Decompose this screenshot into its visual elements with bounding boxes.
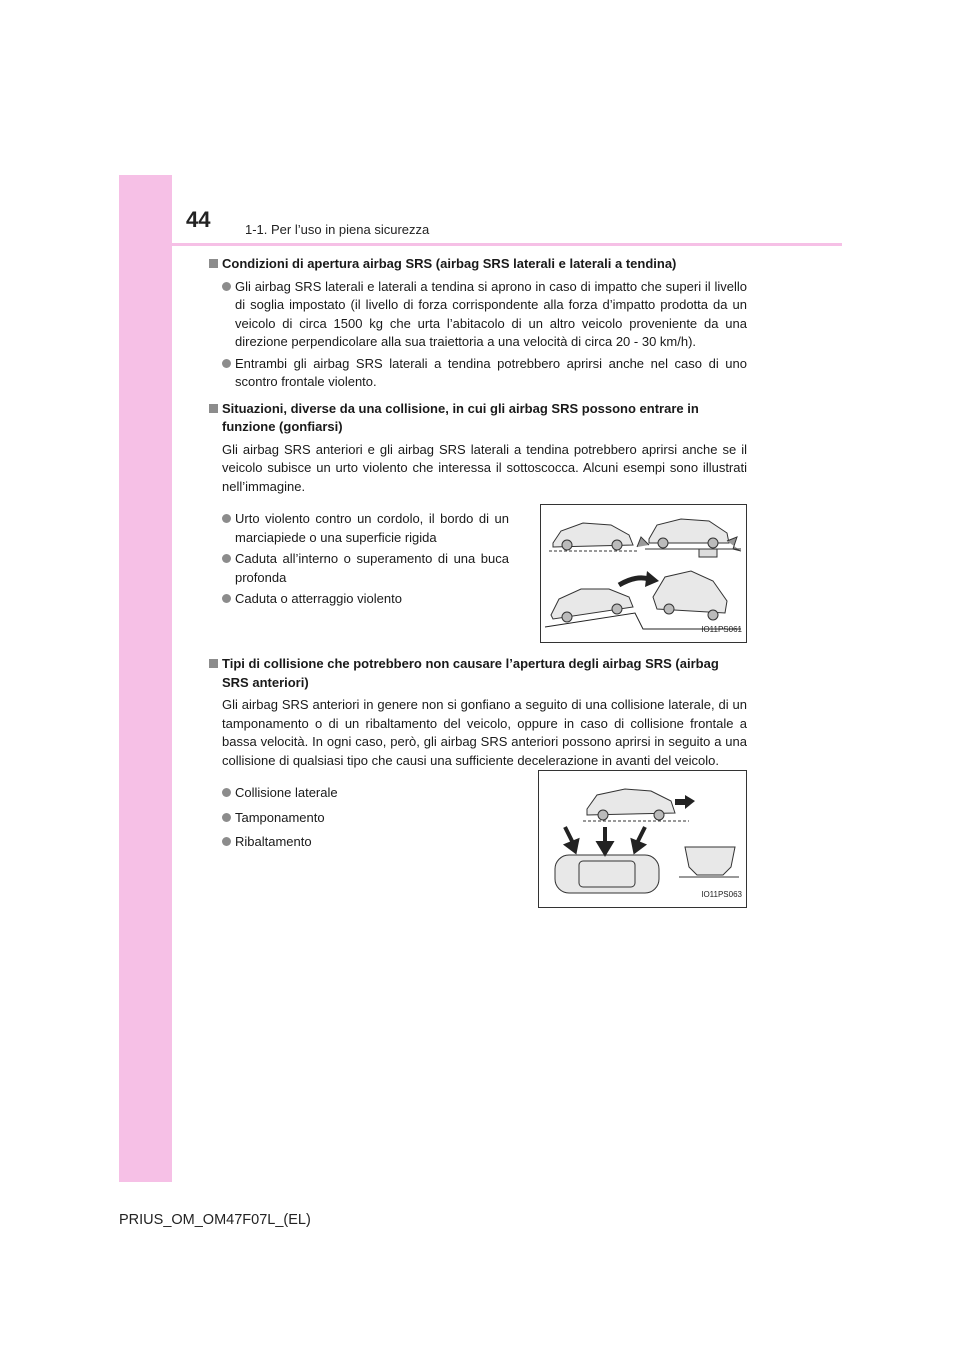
page-number: 44 [186,207,211,232]
illustration-collision-types [538,770,747,908]
section-airbag-conditions [209,255,747,392]
list-item: Gli airbag SRS laterali e laterali a tendina si aprono in caso di impatto che superi il livello di soglia impostato (il livello di forza corrispondente alla forza d’impatto prodotta da un veicolo di circa 1500 kg che urta l’abitacolo di un altro veicolo proveniente da una direzione perpendicolare alla sua traiettoria a una velocità di circa 20 - 30 km/h). [222,278,747,352]
section-heading: Condizioni di apertura airbag SRS (airbag SRS laterali e laterali a tendina) [209,255,747,274]
list-item: Collisione laterale [222,784,509,803]
bullets-with-figure [209,776,747,908]
section-paragraph: Gli airbag SRS anteriori in genere non si gonfiano a seguito di una collisione laterale, di un tamponamento o di un ribaltamento del veicolo, oppure in caso di collisione frontale a bassa velocità. In ogni caso, però, gli airbag SRS anteriori possono aprirsi in seguito a una collisione di qualsiasi tipo che causi una sufficiente decelerazione in avanti del veicolo. [222,697,747,768]
section-title: 1-1. Per l’uso in piena sicurezza [245,222,430,237]
figure-id: IO11PS061 [701,624,742,634]
section-heading: Situazioni, diverse da una collisione, in cui gli airbag SRS possono entrare in funzione (gonfiarsi) [209,400,747,437]
side-color-band [119,175,172,1182]
bullets-with-figure [209,502,747,643]
section-non-collision [209,400,747,644]
section-heading: Tipi di collisione che potrebbero non causare l’apertura degli airbag SRS (airbag SRS anteriori) [209,655,747,692]
list-item: Tamponamento [222,809,509,828]
list-item: Caduta all’interno o superamento di una buca profonda [222,550,509,587]
list-item: Ribaltamento [222,833,509,852]
header-rule [172,243,842,246]
section-no-deploy [209,655,747,908]
figure-id: IO11PS063 [701,889,742,899]
footer-doc-id: PRIUS_OM_OM47F07L_(EL) [119,1212,311,1228]
page-content [209,255,747,916]
section-paragraph: Gli airbag SRS anteriori e gli airbag SRS laterali a tendina potrebbero aprirsi anche se il veicolo subisce un urto violento che interessa il sottoscocca. Alcuni esempi sono illustrati nell’immagine. [222,441,747,494]
list-item: Entrambi gli airbag SRS laterali a tendina potrebbero aprirsi anche nel caso di uno scontro frontale violento. [222,355,747,392]
illustration-underbody-impacts [540,504,747,643]
list-item: Caduta o atterraggio violento [222,590,509,609]
list-item: Urto violento contro un cordolo, il bordo di un marciapiede o una superficie rigida [222,510,509,547]
